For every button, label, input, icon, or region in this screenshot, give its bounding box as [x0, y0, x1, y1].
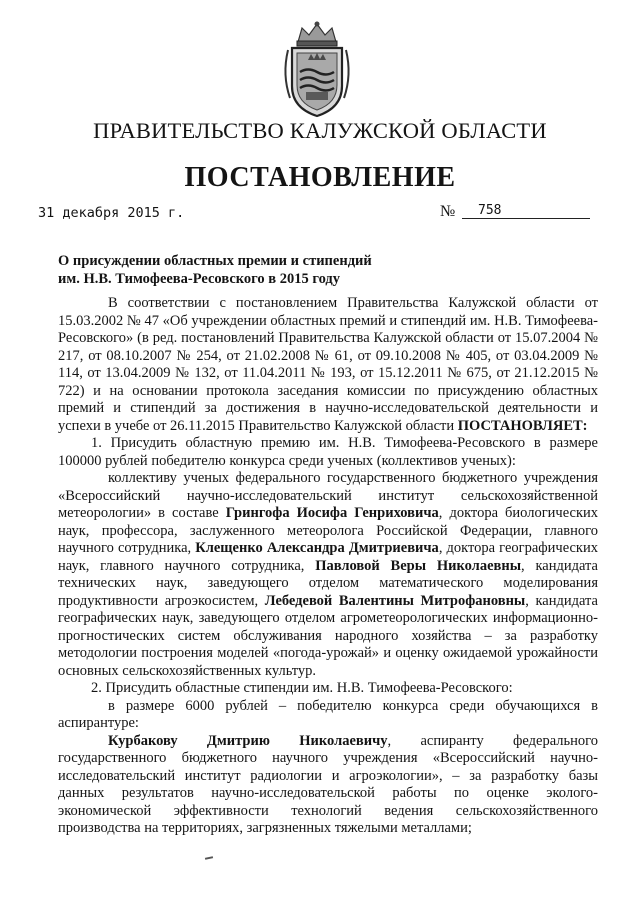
subject-line-2: им. Н.В. Тимофеева-Ресовского в 2015 году [58, 271, 340, 287]
item-2-awardee [58, 733, 598, 838]
awardee-name: Грингофа Иосифа Генриховича [225, 505, 439, 521]
awardee-text: , доктора географических наук, главного научного сотрудника, [58, 540, 598, 574]
document-date: 31 декабря 2015 г. [38, 205, 185, 221]
awardee-text: , доктора биологических наук, профессора, заслуженного метеоролога Российской Федерации, главного научного сотрудника, [58, 505, 599, 556]
awardee-text: , аспиранту федерального государственного бюджетного научного учреждения «Всероссийский научно-исследовательский институт радиологии и агроэкологии», – за разработку базы данных результатов научно-исследовательской работы по оценке эколого-экономической эффективности технологий ведения сельскохозяйственного производства на территориях, загрязненных тяжелыми металлами; [58, 732, 598, 836]
resolves-keyword: ПОСТАНОВЛЯЕТ: [457, 417, 588, 434]
preamble-text: В соответствии с постановлением Правительства Калужской области от 15.03.2002 № 47 «Об учреждении областных премий и стипендий им. Н.В. Тимофеева-Ресовского» (в ред. постановлений Правительства Калужской области от 15.07.2004 № 217, от 08.10.2007 № 254, от 21.02.2008 № 61, от 09.10.2008 № 405, от 03.04.2009 № 114, от 13.04.2009 № 132, от 11.04.2011 № 193, от 15.12.2011 № 675, от 21.12.2015 № 722) и на основании протокола заседания комиссии по присуждению областных премий и стипендий за достижения в научно-исследовательской деятельности и успехи в учебе от 26.11.2015 Правительство Калужской области [58, 295, 598, 434]
document-subject [58, 252, 388, 288]
awardee-text: , кандидата технических наук, заведующего отделом математического моделирования продуктивности агроэкосистем, [58, 557, 598, 609]
item-1-awardees [58, 470, 598, 680]
awardee-name: Лебедевой Валентины Митрофановны [264, 592, 526, 609]
scan-mark [205, 856, 213, 860]
awardee-name: Курбакову Дмитрию Николаевичу [108, 732, 388, 749]
document-body [58, 295, 598, 838]
document-number: 758 [462, 204, 590, 219]
awardee-name: Клещенко Александра Дмитриевича [195, 540, 439, 556]
government-name: ПРАВИТЕЛЬСТВО КАЛУЖСКОЙ ОБЛАСТИ [93, 118, 547, 143]
item-2-heading: 2. Присудить областные стипендии им. Н.В. Тимофеева-Ресовского: [91, 680, 513, 696]
awardee-text: коллективу ученых федерального государственного бюджетного учреждения «Всероссийский научно-исследовательский институт сельскохозяйственной метеорологии» в составе [58, 470, 598, 521]
item-1-heading: 1. Присудить областную премию им. Н.В. Тимофеева-Ресовского в размере 100000 рублей победителю конкурса среди ученых (коллективов ученых): [58, 435, 598, 469]
coat-of-arms-icon [278, 20, 356, 120]
awardee-name: Павловой Веры Николаевны [315, 557, 522, 574]
item-2-subheading: в размере 6000 рублей – победителю конкурса среди обучающихся в аспирантуре: [58, 697, 598, 731]
subject-line-1: О присуждении областных премии и стипендий [58, 253, 372, 269]
number-sign: № [440, 203, 456, 220]
preamble-paragraph [58, 295, 598, 435]
document-type: ПОСТАНОВЛЕНИЕ [184, 162, 456, 193]
awardee-text: , кандидата географических наук, заведующего отделом агрометеорологических информационно-прогностических систем обслуживания народного хозяйства – за разработку методологии построения моделей «погода-урожай» и оценку ожидаемой урожайности основных сельскохозяйственных культур. [58, 592, 598, 679]
